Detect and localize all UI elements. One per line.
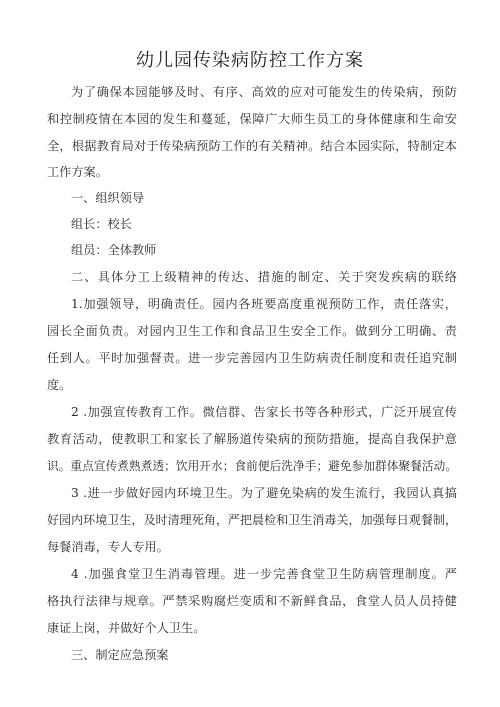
paragraph-line: 为了确保本园能够及时、有序、高效的应对可能发生的传染病，预防 <box>71 85 457 99</box>
paragraph-line: 任到人。平时加强督责。进一步完善园内卫生防病责任制度和责任追究制 <box>47 351 457 365</box>
paragraph-line: 园长全面负责。对园内卫生工作和食品卫生安全工作。做到分工明确、责 <box>47 324 457 338</box>
paragraph-line: 1.加强领导，明确责任。园内各班要高度重视预防工作，责任落实， <box>71 297 457 311</box>
paragraph-line: 教育活动，使教职工和家长了解肠道传染病的预防措施，提高自我保护意 <box>47 432 457 446</box>
paragraph-line: 格执行法律与规章。严禁采购腐烂变质和不新鲜食品，食堂人员人员持健 <box>47 594 457 608</box>
paragraph-line: 每餐消毒，专人专用。 <box>47 540 169 554</box>
section-heading: 一、组织领导 <box>71 191 145 205</box>
paragraph-line: 4 .加强食堂卫生消毒管理。进一步完善食堂卫生防病管理制度。严 <box>71 567 457 581</box>
section-heading: 三、制定应急预案 <box>71 648 169 662</box>
paragraph-line: 工作方案。 <box>47 165 108 179</box>
paragraph-line: 好园内环境卫生，及时清理死角，严把晨检和卫生消毒关，加强每日观餐制， <box>47 513 457 527</box>
paragraph-line: 识。重点宣传煮熟煮透；饮用开水；食前便后洗净手；避免参加群体聚餐活动。 <box>47 459 457 473</box>
document-title: 幼儿园传染病防控工作方案 <box>136 50 364 71</box>
paragraph-line: 康证上岗，并做好个人卫生。 <box>47 621 206 635</box>
paragraph-line: 组员：全体教师 <box>71 243 157 257</box>
paragraph-line: 度。 <box>47 378 72 392</box>
paragraph-line: 3 .进一步做好园内环境卫生。为了避免染病的发生流行，我园认真搞 <box>71 486 457 500</box>
paragraph-line: 和控制疫情在本园的发生和蔓延，保障广大师生员工的身体健康和生命安 <box>47 112 457 126</box>
paragraph-line: 组长：校长 <box>71 217 132 231</box>
section-heading: 二、具体分工上级精神的传达、措施的制定、关于突发疾病的联络 <box>71 270 457 284</box>
paragraph-line: 2 .加强宣传教育工作。微信群、告家长书等各种形式，广泛开展宣传 <box>71 405 457 419</box>
paragraph-line: 全，根据教育局对于传染病预防工作的有关精神。结合本园实际，特制定本 <box>47 139 457 153</box>
